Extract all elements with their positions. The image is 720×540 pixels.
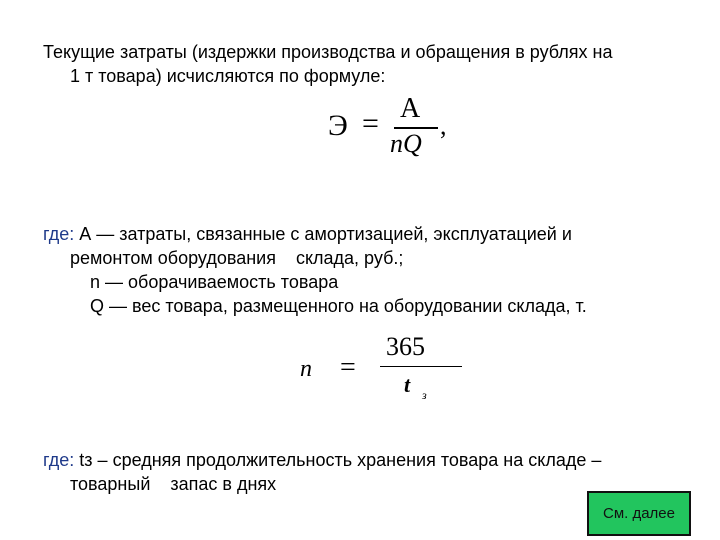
- formula-lhs: Э: [328, 109, 348, 142]
- formula-equals: =: [362, 107, 379, 140]
- definition-t-line-1: [43, 448, 601, 472]
- cost-formula: [328, 93, 458, 163]
- definition-n: n — оборачиваемость товара: [90, 272, 339, 292]
- intro-text: [43, 40, 612, 88]
- formula-denominator: nQ: [390, 129, 422, 158]
- definitions-block-1: [43, 222, 587, 318]
- turnover-formula: [300, 332, 480, 412]
- next-button[interactable]: См. далее: [587, 491, 691, 536]
- where-label: где:: [43, 224, 75, 244]
- formula2-denominator: t: [404, 372, 411, 397]
- where-label-2: где:: [43, 450, 75, 470]
- definition-a: А — затраты, связанные с амортизацией, эксплуатацией и: [79, 224, 572, 244]
- definition-t: tз – средняя продолжительность хранения товара на складе –: [79, 450, 602, 470]
- definition-q: Q — вес товара, размещенного на оборудовании склада, т.: [90, 296, 587, 316]
- intro-line-1: Текущие затраты (издержки производства и обращения в рублях на: [43, 42, 613, 62]
- fraction-bar-2: [380, 366, 462, 367]
- definition-a-cont-2: склада, руб.;: [295, 248, 404, 268]
- definition-a-cont-1: ремонтом оборудования: [70, 248, 276, 268]
- formula2-lhs: n: [300, 356, 312, 382]
- formula2-numerator: 365: [386, 332, 425, 361]
- formula2-equals: =: [340, 352, 356, 383]
- intro-line-2: 1 т товара) исчисляются по формуле:: [70, 66, 386, 86]
- definitions-block-2: [43, 448, 601, 496]
- definition-t-cont-2: запас в днях: [170, 474, 277, 494]
- definition-t-line-2: [43, 472, 601, 496]
- definition-line-1: [43, 222, 587, 246]
- definition-t-cont-1: товарный: [70, 474, 151, 494]
- formula2-denominator-subscript: з: [422, 388, 427, 402]
- definition-line-2: [43, 246, 587, 270]
- formula-numerator: А: [400, 93, 421, 124]
- formula-comma: ,: [440, 111, 447, 140]
